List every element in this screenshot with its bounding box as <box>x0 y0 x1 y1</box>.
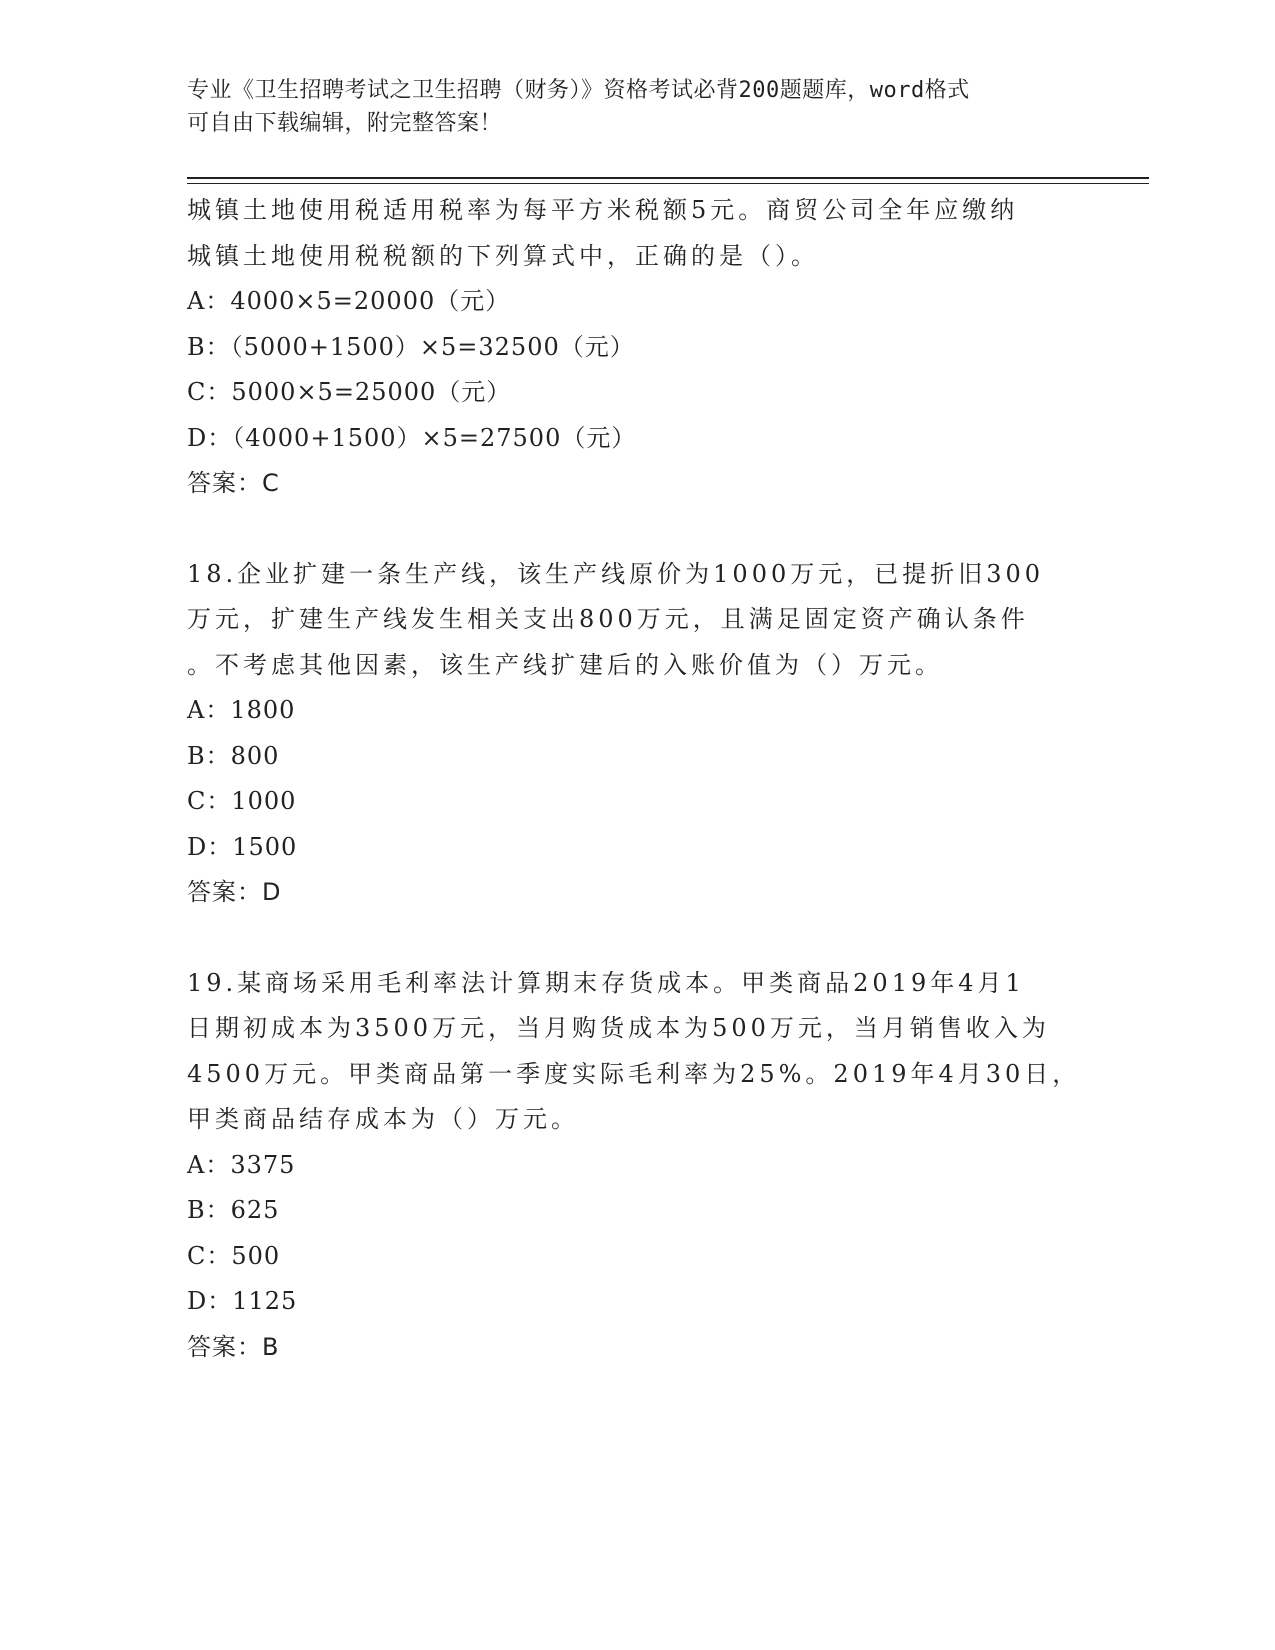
question-stem-line: 万元，扩建生产线发生相关支出800万元，且满足固定资产确认条件 <box>187 605 1029 633</box>
option-c: C：1000 <box>187 787 297 815</box>
question-stem-line: 城镇土地使用税适用税率为每平方米税额5元。商贸公司全年应缴纳 <box>187 196 1019 224</box>
option-a: A：1800 <box>187 696 296 724</box>
option-d: D：1500 <box>187 832 298 861</box>
option-c: C：5000×5=25000（元） <box>187 378 512 406</box>
question-stem-line: 甲类商品结存成本为（）万元。 <box>187 1105 579 1133</box>
header-divider-thin <box>187 183 1149 184</box>
answer-line: 答案：B <box>187 1332 280 1361</box>
option-b: B：625 <box>187 1196 280 1224</box>
header-title-line-2: 可自由下载编辑，附完整答案！ <box>187 111 503 136</box>
option-d: D：1125 <box>187 1287 298 1315</box>
option-d: D：（4000+1500）×5=27500（元） <box>187 423 637 452</box>
question-block-18 <box>187 552 1087 916</box>
option-b: B：800 <box>187 741 280 770</box>
header-title-line-1: 专业《卫生招聘考试之卫生招聘（财务）》资格考试必背200题题库，word格式 <box>187 78 970 103</box>
option-a: A：3375 <box>187 1150 296 1179</box>
question-spacer <box>187 507 1087 552</box>
option-c: C：500 <box>187 1241 281 1270</box>
answer-line: 答案：D <box>187 878 282 906</box>
question-stem-line: 18.企业扩建一条生产线，该生产线原价为1000万元，已提折旧300 <box>187 559 1045 588</box>
answer-line: 答案：C <box>187 469 280 497</box>
question-block-19 <box>187 961 1087 1371</box>
question-block-17 <box>187 188 1087 507</box>
question-list <box>187 188 1087 1370</box>
option-a: A：4000×5=20000（元） <box>187 287 511 315</box>
option-b: B：（5000+1500）×5=32500（元） <box>187 332 635 361</box>
header-divider-thick <box>187 177 1149 179</box>
question-stem-line: 4500万元。甲类商品第一季度实际毛利率为25%。2019年4月30日， <box>187 1059 1081 1088</box>
question-stem-line: 城镇土地使用税税额的下列算式中，正确的是（）。 <box>187 241 819 270</box>
question-stem-line: 19.某商场采用毛利率法计算期末存货成本。甲类商品2019年4月1 <box>187 968 1025 997</box>
question-spacer <box>187 916 1087 961</box>
document-header <box>187 74 1067 140</box>
question-stem-line: 日期初成本为3500万元，当月购货成本为500万元，当月销售收入为 <box>187 1014 1050 1042</box>
question-stem-line: 。不考虑其他因素，该生产线扩建后的入账价值为（）万元。 <box>187 650 943 679</box>
